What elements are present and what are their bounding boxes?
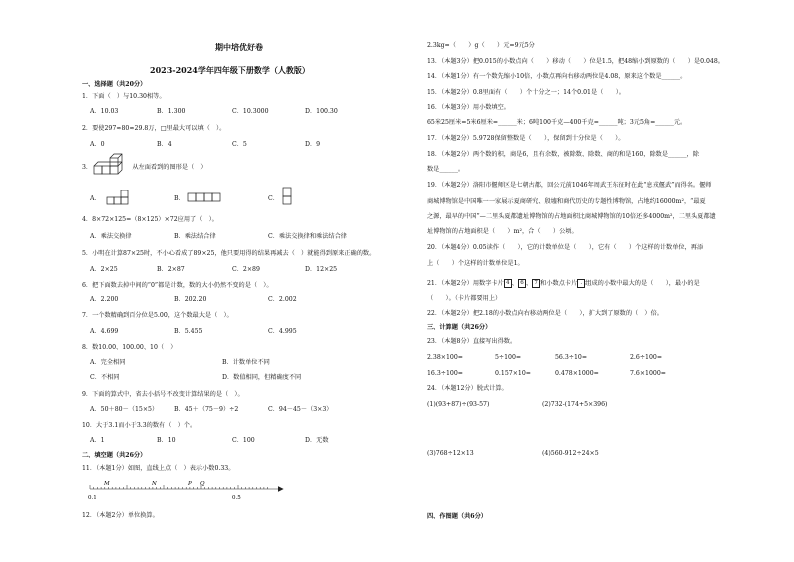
q8-opt-c: C．不相同 xyxy=(90,374,120,381)
nl-end-label: 0.5 xyxy=(232,495,241,501)
r-q24: 24．（本题12分）脱式计算。 xyxy=(427,385,508,392)
q3-opt-b: B． xyxy=(174,195,185,202)
q5-opt-d: D．12×25 xyxy=(305,266,338,273)
q4-opt-b: B．乘法结合律 xyxy=(174,233,216,240)
calc-2-1: 16.3÷100= xyxy=(427,370,463,377)
q5-opt-a: A．2×25 xyxy=(90,266,118,273)
expr-3: (3)768÷12×13 xyxy=(427,450,474,457)
q10-stem: 10．大于3.1而小于3.3的数有（ ）个。 xyxy=(82,422,197,429)
r-q20: 20．（本题4分）0.05读作（ ），它的计数单位是（ ），它有（ ）个这样的计数单位，再添 xyxy=(427,244,704,251)
q4-stem: 4．8×72×125=（8×125）×72应用了（ ）。 xyxy=(82,216,218,223)
q3-figure-b xyxy=(187,190,227,206)
r-q18: 18．（本题2分）两个数的积，商是6，且有余数，被除数、除数、商的和是160，除数是______，除 xyxy=(427,151,699,158)
expr-1: (1)(93+87)÷(93-57) xyxy=(427,401,490,408)
q10-opt-c: C．100 xyxy=(232,437,255,444)
expr-4: (4)560-912÷24×5 xyxy=(542,450,599,457)
expr-2: (2)732-(174+5×396) xyxy=(542,401,608,408)
q1-stem: 1．下面（ ）与10.30相等。 xyxy=(82,93,166,100)
q10-opt-d: D．无数 xyxy=(305,437,329,444)
q4-opt-c: C．乘法交换律和乘法结合律 xyxy=(268,233,347,240)
q2-opt-b: B．4 xyxy=(157,141,172,148)
r-q23: 23．（本题8分）直接写出得数。 xyxy=(427,338,517,345)
q9-opt-a: A．50＋80－（15×5） xyxy=(90,406,159,413)
q8-opt-a: A．完全相同 xyxy=(90,359,126,366)
q5-opt-b: B．2×87 xyxy=(157,266,185,273)
card-7: 7 xyxy=(532,279,540,288)
r-q20b: 上（ ）个这样的计数单位是1。 xyxy=(427,260,524,267)
calc-2-4: 7.6×1000= xyxy=(630,370,666,377)
q3-figure-a xyxy=(106,190,136,206)
card-dot: . xyxy=(577,279,585,288)
q8-stem: 8．数10.00、100.00、10（ ） xyxy=(82,344,177,351)
r-q18b: 数是______。 xyxy=(427,166,465,173)
q1-opt-d: D．100.30 xyxy=(305,108,338,115)
r-q19: 19．（本题2分）洛阳市偃师区是七朝古都，回公元前1046年周武王东征时在此“息戎偃武”而得名。偃师 xyxy=(427,182,712,189)
section-fill: 二、填空题（共26分） xyxy=(82,452,147,459)
q2-stem: 2．要使297≈80≈29.8万，□里最大可以填（ ）。 xyxy=(82,125,226,132)
q7-opt-a: A．4.699 xyxy=(90,328,119,335)
section-draw: 四、作图题（共6分） xyxy=(427,513,487,520)
number-line xyxy=(82,475,292,503)
r-q17: 17．（本题2分）5.9728保留整数是（ ），保留到十分位是（ ）。 xyxy=(427,135,625,142)
q6-opt-a: A．2.200 xyxy=(90,296,119,303)
r-q14: 14．（本题1分）有一个数先缩小10倍，小数点再向右移动两位是4.08，原来这个数是______。 xyxy=(427,73,687,80)
r-q15: 15．（本题2分）0.8里面有（ ）个十分之一；14个0.01是（ ）。 xyxy=(427,89,625,96)
q3-opt-c: C． xyxy=(268,195,279,202)
q7-stem: 7．一个数精确到百分位是5.00，这个数最大是（ ）。 xyxy=(82,312,233,319)
nl-point-p: P xyxy=(188,481,192,487)
q5-stem: 5．小明在计算87×25时，不小心看成了89×25，他只要用得的结果再减去（ ）就能得到原来正确的数。 xyxy=(82,250,376,257)
q9-stem: 9．下面的算式中，省去小括号不改变计算结果的是（ ）。 xyxy=(82,391,244,398)
q4-opt-a: A．乘法交换律 xyxy=(90,233,132,240)
q8-opt-d: D．数值相同，但精确度不同 xyxy=(222,374,302,381)
q1-opt-b: B．1.300 xyxy=(157,108,186,115)
nl-start-label: 0.1 xyxy=(88,495,97,501)
r-q19c: 之源，最早的中国”—二里头夏都遗址博物馆的占地面积比商城博物馆的10倍还多4000m²，二里头夏都遗 xyxy=(427,213,716,220)
q2-opt-d: D．9 xyxy=(305,141,321,148)
r-q16: 16．（本题3分）用小数填空。 xyxy=(427,104,510,111)
nl-point-q: Q xyxy=(200,481,205,487)
q11-stem: 11．（本题1分）如图，直线上点（ ）表示小数0.33。 xyxy=(82,465,235,472)
q3-stem: 3． 从左面看到的图形是（ ） xyxy=(82,164,207,171)
q9-opt-c: C．94－45－（3×3） xyxy=(268,406,333,413)
q6-opt-c: C．2.002 xyxy=(268,296,297,303)
q10-opt-b: B．10 xyxy=(157,437,176,444)
page-title: 期中培优好卷 xyxy=(215,42,263,52)
q8-opt-b: B．计数单位不同 xyxy=(222,359,270,366)
r-q21: 21．（本题2分）用数字卡片 4 、 6 、 7 和小数点卡片 . 组成的小数中最大的是（ ），最小的是 xyxy=(427,280,700,287)
cube-solid-figure xyxy=(92,152,132,176)
calc-1-1: 2.38×100= xyxy=(427,354,463,361)
calc-1-4: 2.6÷100= xyxy=(630,354,663,361)
r-q19b: 商城博物馆是中国唯一一家展示夏商研究、殷墟和商代历史的专题性博物馆，占地约16000m²，“最夏 xyxy=(427,198,706,205)
r-q19d: 址博物馆的占地面积是（ ）m²，合（ ）公顷。 xyxy=(427,228,578,235)
q1-opt-a: A．10.03 xyxy=(90,108,119,115)
calc-1-3: 56.3÷10= xyxy=(555,354,588,361)
r-q13: 13．（本题3分）把0.015的小数点向（ ）移动（ ）位是1.5，把48缩小到原数的（ ）是0.048。 xyxy=(427,58,724,65)
calc-2-3: 0.478×1000= xyxy=(555,370,599,377)
q2-opt-a: A．0 xyxy=(90,141,105,148)
q3-figure-c xyxy=(281,186,295,208)
nl-point-m: M xyxy=(104,481,110,487)
r-q16b: 65米25厘米=5米6厘米=______米；6吨100千克—400千克=______吨；3元5角=______元。 xyxy=(427,119,687,126)
section-choice: 一、选择题（共20分） xyxy=(82,81,147,88)
card-4: 4 xyxy=(504,279,512,288)
q9-opt-b: B．45＋（75－9）÷2 xyxy=(174,406,239,413)
r-q21d: （ ）。（卡片都要用上） xyxy=(427,295,502,302)
q12-stem: 12．（本题2分）单位换算。 xyxy=(82,512,159,519)
calc-1-2: 5÷100= xyxy=(495,354,522,361)
q5-opt-c: C．2×89 xyxy=(232,266,260,273)
calc-2-2: 0.157×10= xyxy=(495,370,531,377)
page-subtitle: 2023-2024学年四年级下册数学（人教版） xyxy=(150,65,310,75)
r-q22: 22．（本题2分）把2.18的小数点向右移动两位是（ ），扩大到了原数的（ ）倍。 xyxy=(427,310,663,317)
q10-opt-a: A．1 xyxy=(90,437,105,444)
q6-stem: 6．把下面数去掉中间的“0”都是计数，数的大小仍然不变的是（ ）。 xyxy=(82,282,273,289)
card-6: 6 xyxy=(518,279,526,288)
r-unit-conversion: 2.3kg=（ ）g（ ）元=9元5分 xyxy=(427,42,535,49)
nl-point-n: N xyxy=(152,481,157,487)
section-calc: 三、计算题（共26分） xyxy=(427,324,492,331)
q2-opt-c: C．5 xyxy=(232,141,247,148)
q6-opt-b: B．202.20 xyxy=(174,296,207,303)
q3-opt-a: A． xyxy=(90,195,101,202)
q1-opt-c: C．10.3000 xyxy=(232,108,269,115)
q7-opt-c: C．4.995 xyxy=(268,328,297,335)
q7-opt-b: B．5.455 xyxy=(174,328,203,335)
